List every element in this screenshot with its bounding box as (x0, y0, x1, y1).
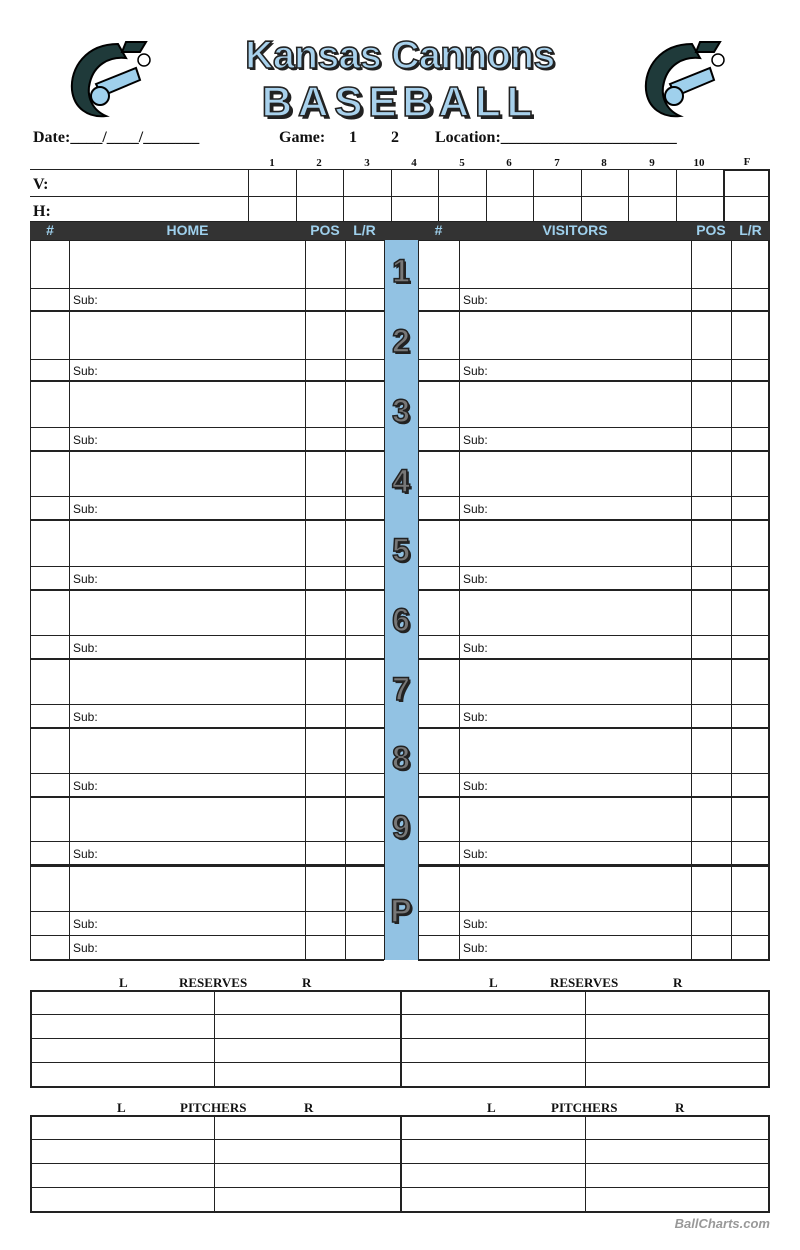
lineup-column-line (459, 240, 460, 960)
home-lr-header: L/R (353, 222, 376, 238)
sub-row-line (418, 704, 770, 705)
lineup-row-line (30, 727, 384, 729)
inning-number: 3 (364, 157, 370, 169)
reserves-right (768, 990, 770, 1088)
sub-row-line (418, 566, 770, 567)
sub-row-line (418, 288, 770, 289)
reserves-left-r: R (302, 975, 312, 990)
pitchers-bottom (30, 1211, 770, 1213)
linescore-bottom-line (30, 221, 770, 222)
home-sub-label: Sub: (73, 710, 98, 724)
visitors-sub-label: Sub: (463, 293, 488, 307)
batting-order-number: 2 (392, 323, 410, 359)
home-sub-label: Sub: (73, 847, 98, 861)
final-box-top (723, 169, 770, 171)
linescore-top-line (30, 169, 770, 170)
team-title: Kansas Cannons (245, 34, 555, 77)
inning-column-line (296, 169, 297, 221)
batting-order-number: 3 (392, 393, 410, 429)
inning-number: 2 (316, 157, 322, 169)
inning-column-line (628, 169, 629, 221)
lineup-row-line (30, 380, 384, 382)
batting-order-number: 1 (392, 253, 410, 289)
visitors-sub-label: Sub: (463, 641, 488, 655)
inning-column-line (581, 169, 582, 221)
home-sub-label: Sub: (73, 293, 98, 307)
lineup-column-line (305, 240, 306, 960)
visitors-sub-label: Sub: (463, 502, 488, 516)
lineup-row-line (30, 519, 384, 521)
lineup-column-line (418, 240, 419, 960)
visitors-lr-header: L/R (739, 222, 762, 238)
pitchers-right-l: L (487, 1100, 496, 1115)
lineup-row-line (30, 589, 384, 591)
lineup-column-line (384, 240, 385, 960)
sport-title: BASEBALL (261, 78, 539, 125)
inning-number: 7 (554, 157, 560, 169)
home-sub-label: Sub: (73, 941, 98, 955)
pitchers-col-line (585, 1115, 586, 1211)
lineup-row-line (418, 658, 770, 660)
batting-order-number: 6 (392, 601, 410, 638)
inning-number: 4 (411, 157, 417, 169)
footer-credit: BallCharts.com (674, 1216, 770, 1231)
pitchers-right (768, 1115, 770, 1213)
visitors-sub-label: Sub: (463, 779, 488, 793)
sub-row-line (30, 359, 384, 360)
pitchers-divider (400, 1115, 402, 1211)
home-sub-label: Sub: (73, 433, 98, 447)
pitcher-row-line (418, 864, 770, 867)
visitors-sub-label: Sub: (463, 572, 488, 586)
pitchers-right-title: PITCHERS (551, 1100, 618, 1115)
home-sub-label: Sub: (73, 641, 98, 655)
home-header: HOME (166, 222, 209, 238)
lineup-row-line (418, 796, 770, 798)
reserves-left-title: RESERVES (179, 975, 248, 990)
visitors-sub-label: Sub: (463, 917, 488, 931)
visitors-header: VISITORS (542, 222, 608, 238)
sub-row-line (30, 841, 384, 842)
sub-row-line (418, 359, 770, 360)
lineup-column-line (768, 240, 770, 960)
inning-column-line (486, 169, 487, 221)
inning-column-line (676, 169, 677, 221)
reserves-right-r: R (673, 975, 683, 990)
sub-row-line (30, 288, 384, 289)
pitchers-left (30, 1115, 32, 1213)
game-option-2[interactable]: 2 (391, 129, 399, 146)
reserves-col-line (214, 990, 215, 1086)
visitors-sub-label: Sub: (463, 710, 488, 724)
lineup-column-line (30, 240, 31, 960)
batting-order-number: 8 (392, 739, 410, 776)
lineup-column-line (345, 240, 346, 960)
lineup-column-line (691, 240, 692, 960)
lineup-row-line (30, 658, 384, 660)
game-label: Game: (279, 129, 326, 146)
lineup-bottom-line (30, 959, 384, 961)
inning-column-line (391, 169, 392, 221)
inning-column-line (533, 169, 534, 221)
lineup-row-line (418, 519, 770, 521)
sub-row-line (418, 427, 770, 428)
inning-number: 1 (269, 157, 275, 169)
home-sub-label: Sub: (73, 572, 98, 586)
inning-number: 9 (649, 157, 655, 169)
batting-order-number: 5 (392, 532, 410, 568)
pitchers-left-r: R (304, 1100, 314, 1115)
pitchers-col-line (214, 1115, 215, 1211)
lineup-row-line (418, 310, 770, 312)
sub-row-line (30, 566, 384, 567)
home-row-label: H: (33, 203, 51, 220)
sub-row-line (30, 704, 384, 705)
home-sub-label: Sub: (73, 502, 98, 516)
visitors-sub-label: Sub: (463, 364, 488, 378)
reserves-left (30, 990, 32, 1088)
reserves-col-line (585, 990, 586, 1086)
pitchers-left-title: PITCHERS (180, 1100, 247, 1115)
inning-number: 8 (601, 157, 607, 169)
lineup-column-line (731, 240, 732, 960)
sub-row-line (418, 496, 770, 497)
location-field[interactable]: Location:______________________ (435, 129, 677, 146)
home-num-header: # (46, 222, 54, 238)
reserves-right-l: L (489, 975, 498, 990)
inning-column-line (438, 169, 439, 221)
final-box-right (768, 169, 770, 221)
lineup-column-line (69, 240, 70, 960)
lineup-row-line (418, 589, 770, 591)
lineup-row-line (418, 727, 770, 729)
sub-row-line (418, 911, 770, 912)
lineup-row-line (418, 450, 770, 452)
inning-number: 5 (459, 157, 465, 169)
sub-row-line (418, 841, 770, 842)
inning-column-line (343, 169, 344, 221)
lineup-row-line (30, 310, 384, 312)
visitors-sub-label: Sub: (463, 433, 488, 447)
reserves-right-title: RESERVES (550, 975, 619, 990)
batting-order-number: 7 (392, 670, 410, 707)
sub-row-line (418, 773, 770, 774)
sub-row-line (30, 496, 384, 497)
home-pos-header: POS (310, 222, 340, 238)
final-box-left (723, 169, 725, 221)
visitors-sub-label: Sub: (463, 941, 488, 955)
lineup-row-line (30, 796, 384, 798)
final-label: F (743, 156, 751, 168)
visitor-row-label: V: (33, 176, 49, 193)
lineup-bottom-line (418, 959, 770, 961)
linescore-mid-line (30, 196, 770, 197)
batting-order-number: P (390, 893, 412, 929)
pitcher-row-line (30, 864, 384, 867)
sub-row-line (418, 635, 770, 636)
reserves-divider (400, 990, 402, 1086)
sub-row-line (30, 427, 384, 428)
batting-order-number: 4 (392, 462, 410, 499)
home-sub-label: Sub: (73, 364, 98, 378)
sub-row-line (30, 935, 384, 936)
inning-number: 6 (506, 157, 512, 169)
sub-row-line (418, 935, 770, 936)
reserves-left-l: L (119, 975, 128, 990)
sub-row-line (30, 911, 384, 912)
pitchers-right-r: R (675, 1100, 685, 1115)
lineup-row-line (418, 380, 770, 382)
date-field[interactable]: Date:____/____/_______ (33, 129, 200, 146)
pitchers-left-l: L (117, 1100, 126, 1115)
lineup-row-line (30, 240, 384, 241)
home-sub-label: Sub: (73, 779, 98, 793)
lineup-row-line (418, 240, 770, 241)
game-option-1[interactable]: 1 (349, 129, 357, 146)
sub-row-line (30, 635, 384, 636)
sub-row-line (30, 773, 384, 774)
inning-column-line (248, 169, 249, 221)
batting-order-number: 9 (392, 808, 410, 845)
lineup-row-line (30, 450, 384, 452)
reserves-bottom (30, 1086, 770, 1088)
visitors-sub-label: Sub: (463, 847, 488, 861)
visitors-pos-header: POS (696, 222, 726, 238)
home-sub-label: Sub: (73, 917, 98, 931)
visitors-num-header: # (434, 222, 443, 238)
inning-number: 10 (693, 157, 705, 169)
